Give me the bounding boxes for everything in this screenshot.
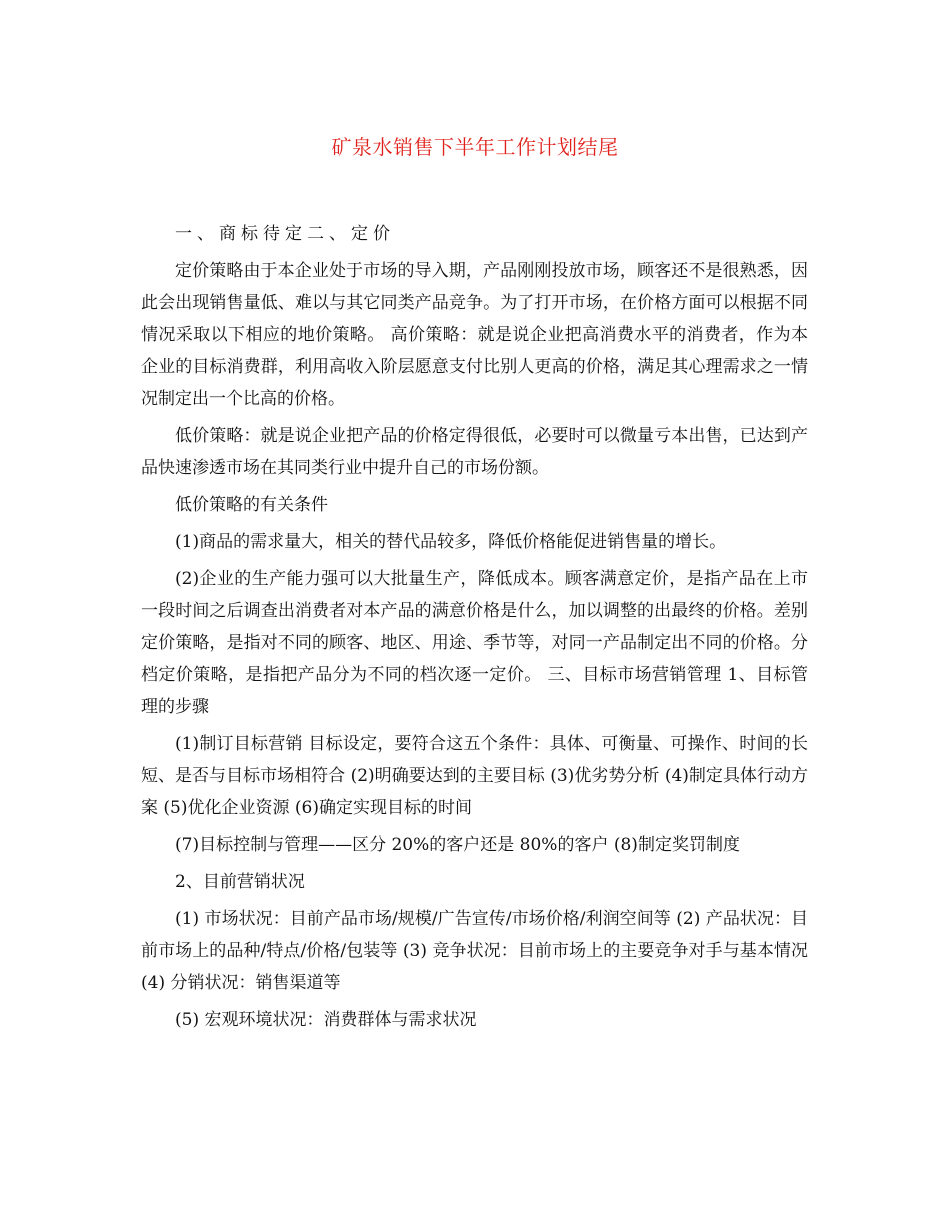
- paragraph-target-control: (7)目标控制与管理——区分 20%的客户还是 80%的客户 (8)制定奖罚制度: [175, 835, 740, 855]
- paragraph-market-status: (1) 市场状况：目前产品市场/规模/广告宣传/市场价格/利润空间等 (2) 产品状况：目前市场上的品种/特点/价格/包装等 (3) 竞争状况：目前市场上的主要竞争对手与基本情况 (4) 分销状况：销售渠道等: [141, 909, 808, 993]
- paragraph-macro-environment: (5) 宏观环境状况：消费群体与需求状况: [175, 1010, 477, 1030]
- document-title: 矿泉水销售下半年工作计划结尾: [331, 135, 619, 159]
- paragraph-low-price-strategy: 低价策略：就是说企业把产品的价格定得很低，必要时可以微量亏本出售，已达到产品快速渗透市场在其同类行业中提升自己的市场份额。: [141, 426, 808, 478]
- document-body: [141, 218, 808, 1041]
- paragraph-section-heading: 一、商标待定二、定价: [175, 224, 395, 244]
- paragraph-target-steps: (1)制订目标营销 目标设定，要符合这五个条件：具体、可衡量、可操作、时间的长短、是否与目标市场相符合 (2)明确要达到的主要目标 (3)优劣势分析 (4)制定具体行动方案 (5)优化企业资源 (6)确定实现目标的时间: [141, 734, 808, 818]
- paragraph-condition-1: (1)商品的需求量大，相关的替代品较多，降低价格能促进销售量的增长。: [175, 532, 727, 552]
- paragraph-condition-2: (2)企业的生产能力强可以大批量生产，降低成本。顾客满意定价，是指产品在上市一段时间之后调查出消费者对本产品的满意价格是什么，加以调整的出最终的价格。差别定价策略，是指对不同的顾客、地区、用途、季节等，对同一产品制定出不同的价格。分档定价策略，是指把产品分为不同的档次逐一定价。 三、目标市场营销管理 1、目标管理的步骤: [141, 569, 808, 717]
- paragraph-current-marketing: 2、目前营销状况: [175, 872, 305, 892]
- paragraph-pricing-strategy: 定价策略由于本企业处于市场的导入期，产品刚刚投放市场，顾客还不是很熟悉，因此会出现销售量低、难以与其它同类产品竞争。为了打开市场，在价格方面可以根据不同情况采取以下相应的地价策略。 高价策略：就是说企业把高消费水平的消费者，作为本企业的目标消费群，利用高收入阶层愿意支付比别人更高的价格，满足其心理需求之一情况制定出一个比高的价格。: [141, 261, 808, 409]
- paragraph-low-price-conditions: 低价策略的有关条件: [175, 495, 328, 515]
